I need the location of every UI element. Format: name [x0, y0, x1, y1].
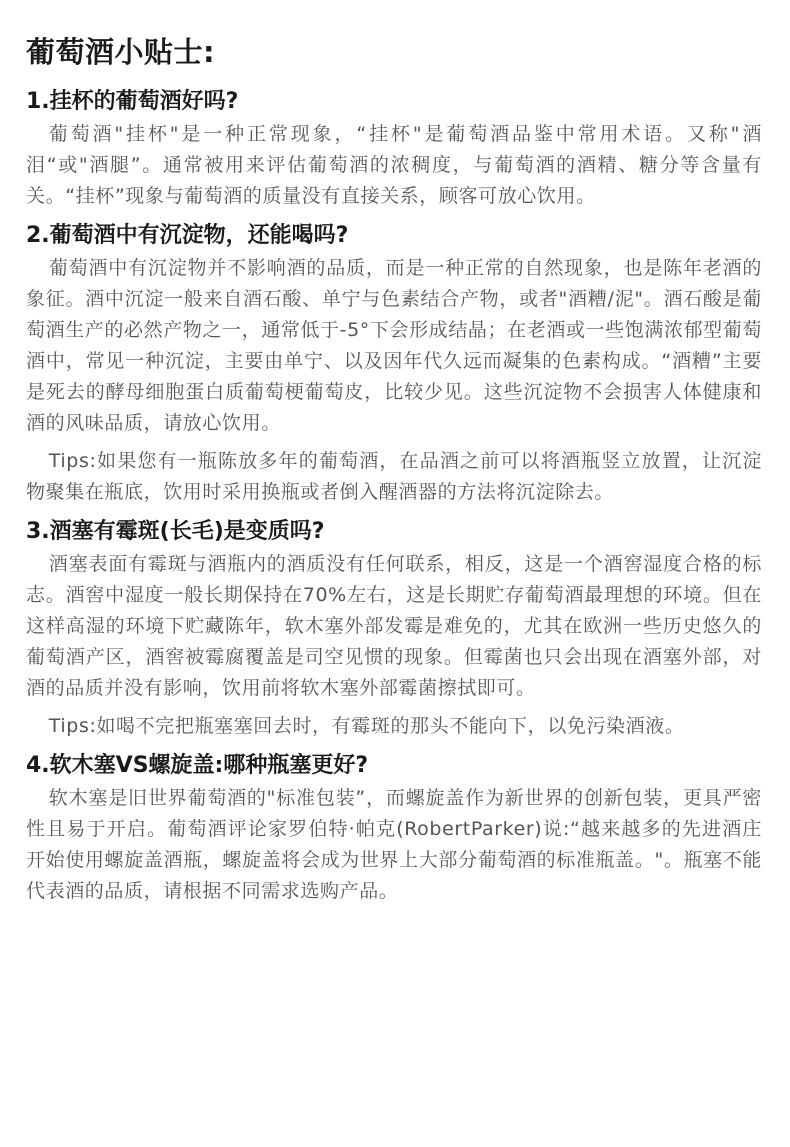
- section-sediment: [26, 220, 762, 508]
- section-heading: 2.葡萄酒中有沉淀物，还能喝吗?: [26, 223, 349, 248]
- section-heading: 4.软木塞VS螺旋盖:哪种瓶塞更好?: [26, 753, 369, 778]
- section-body: 酒塞表面有霉斑与酒瓶内的酒质没有任何联系，相反，这是一个酒窖湿度合格的标志。酒窖中湿度一般长期保持在70%左右，这是长期贮存葡萄酒最理想的环境。但在这样高湿的环境下贮藏陈年，软木塞外部发霉是难免的，尤其在欧洲一些历史悠久的葡萄酒产区，酒窖被霉腐覆盖是司空见惯的现象。但霉菌也只会出现在酒塞外部，对酒的品质并没有影响，饮用前将软木塞外部霉菌擦拭即可。: [26, 553, 762, 699]
- section-moldy-cork: [26, 516, 762, 742]
- section-heading: 1.挂杯的葡萄酒好吗?: [26, 89, 239, 114]
- section-body: 葡萄酒"挂杯"是一种正常现象，“挂杯"是葡萄酒品鉴中常用术语。又称"酒泪“或"酒腿”。通常被用来评估葡萄酒的浓稠度，与葡萄酒的酒精、糖分等含量有关。“挂杯”现象与葡萄酒的质量没有直接关系，顾客可放心饮用。: [26, 123, 762, 207]
- section-tips: Tips:如果您有一瓶陈放多年的葡萄酒，在品酒之前可以将酒瓶竖立放置，让沉淀物聚集在瓶底，饮用时采用换瓶或者倒入醒酒器的方法将沉淀除去。: [26, 450, 762, 503]
- section-body: 葡萄酒中有沉淀物并不影响酒的品质，而是一种正常的自然现象，也是陈年老酒的象征。酒中沉淀一般来自酒石酸、单宁与色素结合产物，或者"酒糟/泥"。酒石酸是葡萄酒生产的必然产物之一，通常低于-5°下会形成结晶；在老酒或一些饱满浓郁型葡萄酒中，常见一种沉淀，主要由单宁、以及因年代久远而凝集的色素构成。“酒糟”主要是死去的酵母细胞蛋白质葡萄梗葡萄皮，比较少见。这些沉淀物不会损害人体健康和酒的风味品质，请放心饮用。: [26, 257, 762, 434]
- section-wine-legs: [26, 86, 762, 212]
- section-body: 软木塞是旧世界葡萄酒的"标准包装”，而螺旋盖作为新世界的创新包装，更具严密性且易于开启。葡萄酒评论家罗伯特·帕克(RobertParker)说:“越来越多的先进酒庄开始使用螺旋盖酒瓶，螺旋盖将会成为世界上大部分葡萄酒的标准瓶盖。"。瓶塞不能代表酒的品质，请根据不同需求选购产品。: [26, 787, 762, 902]
- section-tips: Tips:如喝不完把瓶塞塞回去时，有霉斑的那头不能向下，以免污染酒液。: [48, 715, 685, 737]
- section-cork-vs-screwcap: [26, 750, 762, 907]
- page-title: 葡萄酒小贴士:: [26, 35, 216, 69]
- section-heading: 3.酒塞有霉斑(长毛)是变质吗?: [26, 519, 325, 544]
